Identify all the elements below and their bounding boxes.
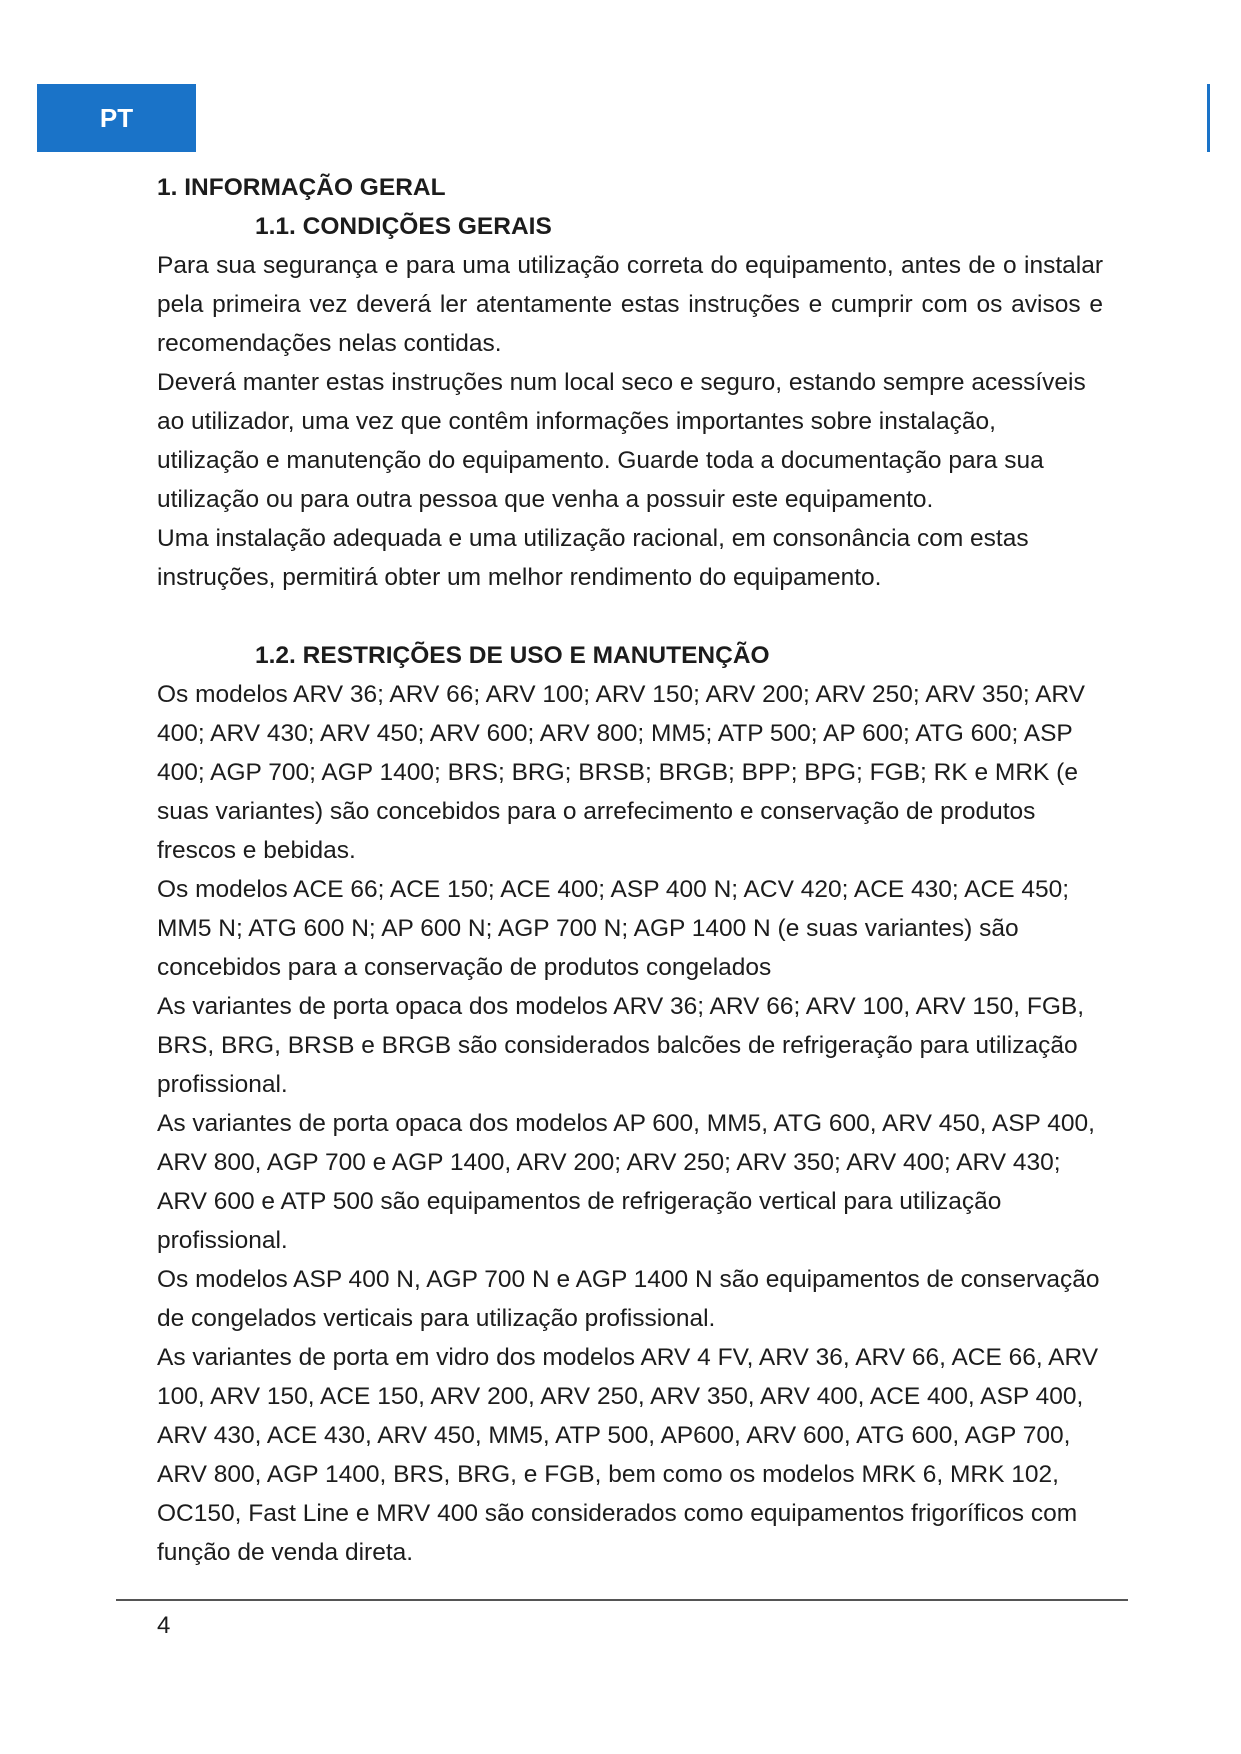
- subsection-title-restrictions: 1.2. RESTRIÇÕES DE USO E MANUTENÇÃO: [255, 642, 770, 669]
- section-spacer: [157, 597, 1103, 636]
- header-accent-rule: [1207, 84, 1210, 152]
- section-title: 1. INFORMAÇÃO GERAL: [157, 174, 446, 201]
- paragraph: Para sua segurança e para uma utilização correta do equipamento, antes de o instalar pela primeira vez deverá ler atentamente estas instruções e cumprir com os avisos e recomendações nelas contidas.: [157, 252, 1103, 357]
- paragraph: As variantes de porta opaca dos modelos AP 600, MM5, ATG 600, ARV 450, ASP 400, ARV 800, AGP 700 e AGP 1400, ARV 200; ARV 250; ARV 350; ARV 400; ARV 430; ARV 600 e ATP 500 são equipamentos de refrigeração vertical para utilização profissional.: [157, 1110, 1095, 1254]
- subsection-title-general-conditions: 1.1. CONDIÇÕES GERAIS: [255, 213, 552, 240]
- document-body: [157, 168, 1103, 1572]
- paragraph: Os modelos ACE 66; ACE 150; ACE 400; ASP 400 N; ACV 420; ACE 430; ACE 450; MM5 N; ATG 600 N; AP 600 N; AGP 700 N; AGP 1400 N (e suas variantes) são concebidos para a conservação de produtos congelados: [157, 876, 1070, 981]
- language-label: PT: [99, 102, 134, 133]
- language-badge: [37, 84, 196, 152]
- footer-divider: [116, 1599, 1128, 1601]
- paragraph: Uma instalação adequada e uma utilização racional, em consonância com estas instruções, permitirá obter um melhor rendimento do equipamento.: [157, 525, 1029, 591]
- paragraph: Deverá manter estas instruções num local seco e seguro, estando sempre acessíveis ao utilizador, uma vez que contêm informações importantes sobre instalação, utilização e manutenção do equipamento. Guarde toda a documentação para sua utilização ou para outra pessoa que venha a possuir este equipamento.: [157, 369, 1086, 513]
- paragraph: As variantes de porta opaca dos modelos ARV 36; ARV 66; ARV 100, ARV 150, FGB, BRS, BRG, BRSB e BRGB são considerados balcões de refrigeração para utilização profissional.: [157, 993, 1085, 1098]
- paragraph: As variantes de porta em vidro dos modelos ARV 4 FV, ARV 36, ARV 66, ACE 66, ARV 100, ARV 150, ACE 150, ARV 200, ARV 250, ARV 350, ARV 400, ACE 400, ASP 400, ARV 430, ACE 430, ARV 450, MM5, ATP 500, AP600, ARV 600, ATG 600, AGP 700, ARV 800, AGP 1400, BRS, BRG, e FGB, bem como os modelos MRK 6, MRK 102, OC150, Fast Line e MRV 400 são considerados como equipamentos frigoríficos com função de venda direta.: [157, 1344, 1099, 1566]
- paragraph: Os modelos ARV 36; ARV 66; ARV 100; ARV 150; ARV 200; ARV 250; ARV 350; ARV 400; ARV 430; ARV 450; ARV 600; ARV 800; MM5; ATP 500; AP 600; ATG 600; ASP 400; AGP 700; AGP 1400; BRS; BRG; BRSB; BRGB; BPP; BPG; FGB; RK e MRK (e suas variantes) são concebidos para o arrefecimento e conservação de produtos frescos e bebidas.: [157, 681, 1086, 864]
- paragraph: Os modelos ASP 400 N, AGP 700 N e AGP 1400 N são equipamentos de conservação de congelados verticais para utilização profissional.: [157, 1266, 1100, 1332]
- page-number: 4: [157, 1612, 171, 1639]
